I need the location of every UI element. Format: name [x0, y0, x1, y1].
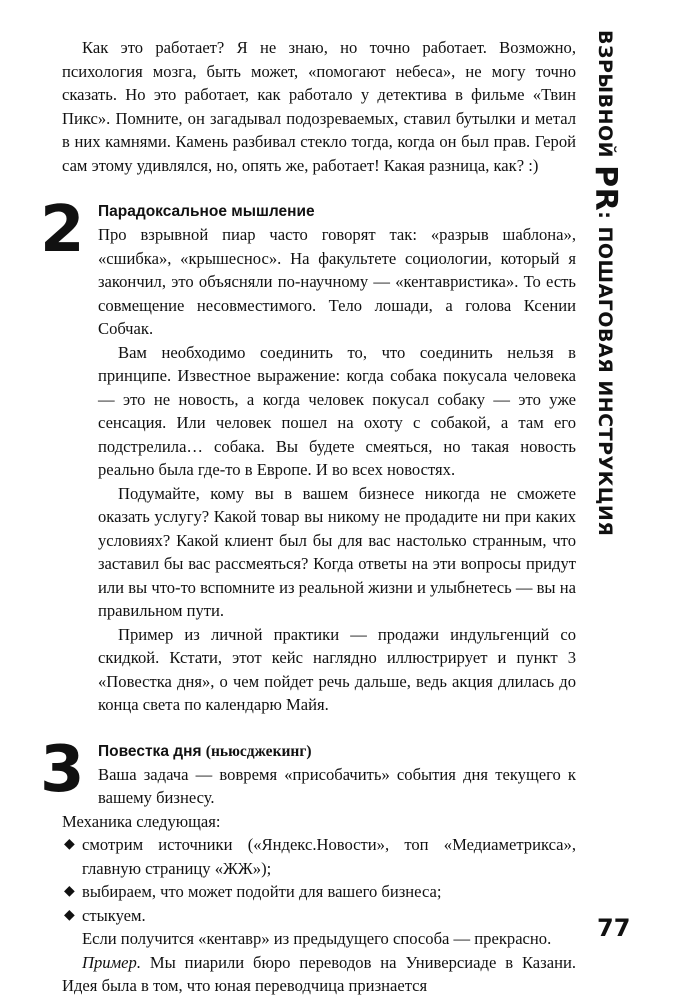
- example-paragraph: [62, 951, 576, 998]
- running-header: [588, 30, 624, 537]
- section-heading-3: [98, 740, 576, 763]
- paragraph: Ваша задача — вовремя «присобачить» события дня текущего к вашему бизнесу.: [98, 764, 576, 807]
- paragraph: Вам необходимо соединить то, что соединить нельзя в принципе. Известное выражение: когда собака покусала человека — это не новость, а когда человек покусал собаку — это уже сенсация. Или человек пошел на охоту с собакой, а там его подстрелила… собака. Вы будете смеяться, но такая новость реально была где-то в Европе. И во всех новостях.: [98, 342, 576, 479]
- paragraph: Подумайте, кому вы в вашем бизнесе никогда не сможете оказать услугу? Какой товар вы никому не продадите ни при каких условиях? Какой клиент был бы для вас настолько странным, что заставил бы вас рассмеяться? Когда ответы на эти вопросы придут или вы что-то вспомните из реальной жизни и улыбнетесь — вы на правильном пути.: [98, 483, 576, 620]
- list-item-text: выбираем, что может подойти для вашего бизнеса;: [82, 882, 442, 901]
- running-header-text: [588, 30, 623, 536]
- section-3: [40, 732, 576, 998]
- example-text: Мы пиарили бюро переводов на Универсиаде в Казани. Идея была в том, что юная переводчица признается: [62, 952, 576, 995]
- body-text: [40, 36, 576, 998]
- list-item: [62, 880, 576, 904]
- section-2: [40, 193, 576, 717]
- bullet-icon: ◆: [64, 907, 75, 923]
- section-number-3: 3: [40, 732, 83, 807]
- header-part-3: : ПОШАГОВАЯ ИНСТРУКЦИЯ: [594, 211, 616, 537]
- list-item: [62, 904, 576, 928]
- header-part-1: ВЗРЫВНОЙ: [594, 30, 616, 166]
- section-heading-2: Парадоксальное мышление: [98, 203, 315, 220]
- header-pr: PR: [588, 165, 623, 212]
- paragraph: Пример из личной практики — продажи индульгенций со скидкой. Кстати, этот кейс наглядно иллюстрирует и пункт 3 «Повестка дня», о чем пойдет речь дальше, ведь акция длилась до конца света по календарю Майя.: [98, 624, 576, 714]
- intro-paragraph: Как это работает? Я не знаю, но точно работает. Возможно, психология мозга, быть может, «помогают небеса», не могу точно сказать. Но это работает, как работало у детектива в фильме «Твин Пикс». Помните, он загадывал подозреваемых, ставил бутылки и метал в них камнями. Камень разбивал стекло тогда, когда он был прав. Герой сам этому удивлялся, но, опять же, работает! Какая разница, как? :): [62, 38, 576, 175]
- heading-paren: (ньюсджекинг): [205, 742, 312, 760]
- bullet-icon: ◆: [64, 837, 75, 852]
- bullet-icon: ◆: [64, 884, 75, 899]
- section-number-2: 2: [40, 193, 83, 267]
- paragraph: Если получится «кентавр» из предыдущего способа — прекрасно.: [82, 929, 552, 948]
- bullet-list: [62, 833, 576, 927]
- list-item-text: смотрим источники («Яндекс.Новости», топ «Медиаметрикса», главную страницу «ЖЖ»);: [82, 835, 576, 878]
- list-item-text: стыкуем.: [82, 905, 146, 925]
- example-label: Пример.: [82, 952, 141, 972]
- paragraph: Про взрывной пиар часто говорят так: «разрыв шаблона», «сшибка», «крышеснос». На факультете социологии, который я закончил, это объясняли по-научному — «кентавристика». То есть совмещение несовместимого. Тело лошади, а голова Ксении Собчак.: [98, 225, 576, 338]
- mechanics-label: Механика следующая:: [62, 811, 221, 831]
- page-number: 77: [597, 914, 631, 942]
- heading-main: Повестка дня: [98, 742, 206, 760]
- list-item: [62, 833, 576, 880]
